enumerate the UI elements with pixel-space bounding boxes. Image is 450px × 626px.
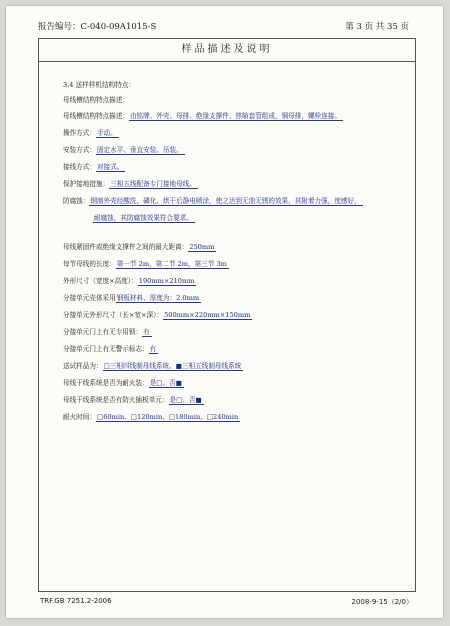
row-fire-time xyxy=(63,412,240,422)
row-label: 防腐蚀： xyxy=(63,197,90,205)
row-grounding xyxy=(63,179,198,189)
row-label: 送试样品为： xyxy=(63,362,103,370)
row-installation xyxy=(63,145,185,155)
row-warning-sign xyxy=(63,344,158,354)
row-value: 手动。 xyxy=(96,129,117,137)
row-dimensions xyxy=(63,276,196,286)
row-label: 接线方式： xyxy=(63,163,96,171)
row-value: 500mm×220mm×150mm xyxy=(164,311,251,319)
row-value: 是□、否■ xyxy=(169,396,202,404)
row-value: 由铭牌、外壳、母排、绝缘支撑件、热缩套管组成，铜母排，螺栓连接。 xyxy=(129,112,341,120)
row-label: 分接单元壳体采用 xyxy=(63,294,116,302)
row-support-distance xyxy=(63,242,216,252)
footer-standard: TRF.GB 7251.2-2006 xyxy=(40,597,112,605)
row-value: 是□、否■ xyxy=(149,379,182,387)
row-value: 钢板材料、厚度为：2.0mm xyxy=(116,294,200,302)
page-title: 样品描述及说明 xyxy=(39,39,415,62)
row-label: 分接单元外形尺寸（长×宽×深）： xyxy=(63,311,164,319)
report-number xyxy=(38,20,156,32)
page-header xyxy=(38,20,409,34)
content-frame xyxy=(38,38,416,592)
content-body xyxy=(39,62,415,591)
structure-heading xyxy=(63,95,129,105)
row-label: 保护接地措施： xyxy=(63,180,110,188)
row-label: 分接单元门上有无专用锁： xyxy=(63,328,143,336)
row-value: 固定水平、垂直安装、吊装。 xyxy=(96,146,183,154)
row-label: 母线紧固件或绝缘支撑件之间的最大距离： xyxy=(63,243,189,251)
row-label: 母线干线系统是否为耐火装： xyxy=(63,379,149,387)
row-fire-barrier xyxy=(63,395,204,405)
row-corrosion xyxy=(63,196,363,206)
row-label: 母线干线系统是否有防火插板单元： xyxy=(63,396,169,404)
row-value: 三相五线配备专门接地母线。 xyxy=(110,180,196,188)
row-label: 每节母线的长度： xyxy=(63,260,116,268)
row-label: 分接单元门上有无警示标志： xyxy=(63,345,149,353)
row-value: 有 xyxy=(149,345,157,353)
row-value: □三相四线制母线系统、■三相五线制母线系统 xyxy=(103,362,242,370)
structure-heading-text: 母线槽结构特点描述： xyxy=(63,96,129,104)
row-section-length xyxy=(63,259,229,269)
row-corrosion-cont xyxy=(93,213,195,223)
row-value: 190mm×210mm xyxy=(138,277,195,285)
row-label: 耐火时间： xyxy=(63,413,96,421)
row-door-lock xyxy=(63,327,152,337)
row-value: 250mm xyxy=(189,243,215,251)
row-label: 外形尺寸（宽度×高度）： xyxy=(63,277,138,285)
row-label: 安装方式： xyxy=(63,146,96,154)
row-value: 有 xyxy=(143,328,150,336)
report-page xyxy=(6,6,443,618)
row-value: 耐腐蚀，其防腐蚀效果符合要求。 xyxy=(94,214,193,222)
row-enclosure-material xyxy=(63,293,201,303)
row-value: 第一节 2m，第二节 2m，第三节 3m xyxy=(116,260,227,268)
report-number-value: C-040-09A1015-S xyxy=(80,22,157,32)
row-operation xyxy=(63,128,119,138)
row-value: 对接式。 xyxy=(96,163,124,171)
report-number-label: 报告编号： xyxy=(38,22,81,32)
footer-date: 2008-9-15（2/0） xyxy=(351,598,413,606)
page-info: 第 3 页 共 35 页 xyxy=(345,22,409,32)
row-tapoff-dimensions xyxy=(63,310,252,320)
section-heading xyxy=(63,80,135,90)
row-structure xyxy=(63,111,343,121)
row-value: □60min、□120min、□180min、□240min xyxy=(96,413,239,421)
row-wiring xyxy=(63,162,125,172)
row-label: 母线槽结构特点描述： xyxy=(63,112,129,120)
row-value: 钢制外壳经酸洗、磷化、烘干后静电喷涂，使之达到无油无锈的效果，其附着力强，度感好， xyxy=(90,197,361,205)
section-heading-text: 3.4 送样样机结构特点： xyxy=(63,81,135,89)
row-label: 操作方式： xyxy=(63,129,96,137)
row-fire-resistant xyxy=(63,378,184,388)
row-sample-system xyxy=(63,361,243,371)
